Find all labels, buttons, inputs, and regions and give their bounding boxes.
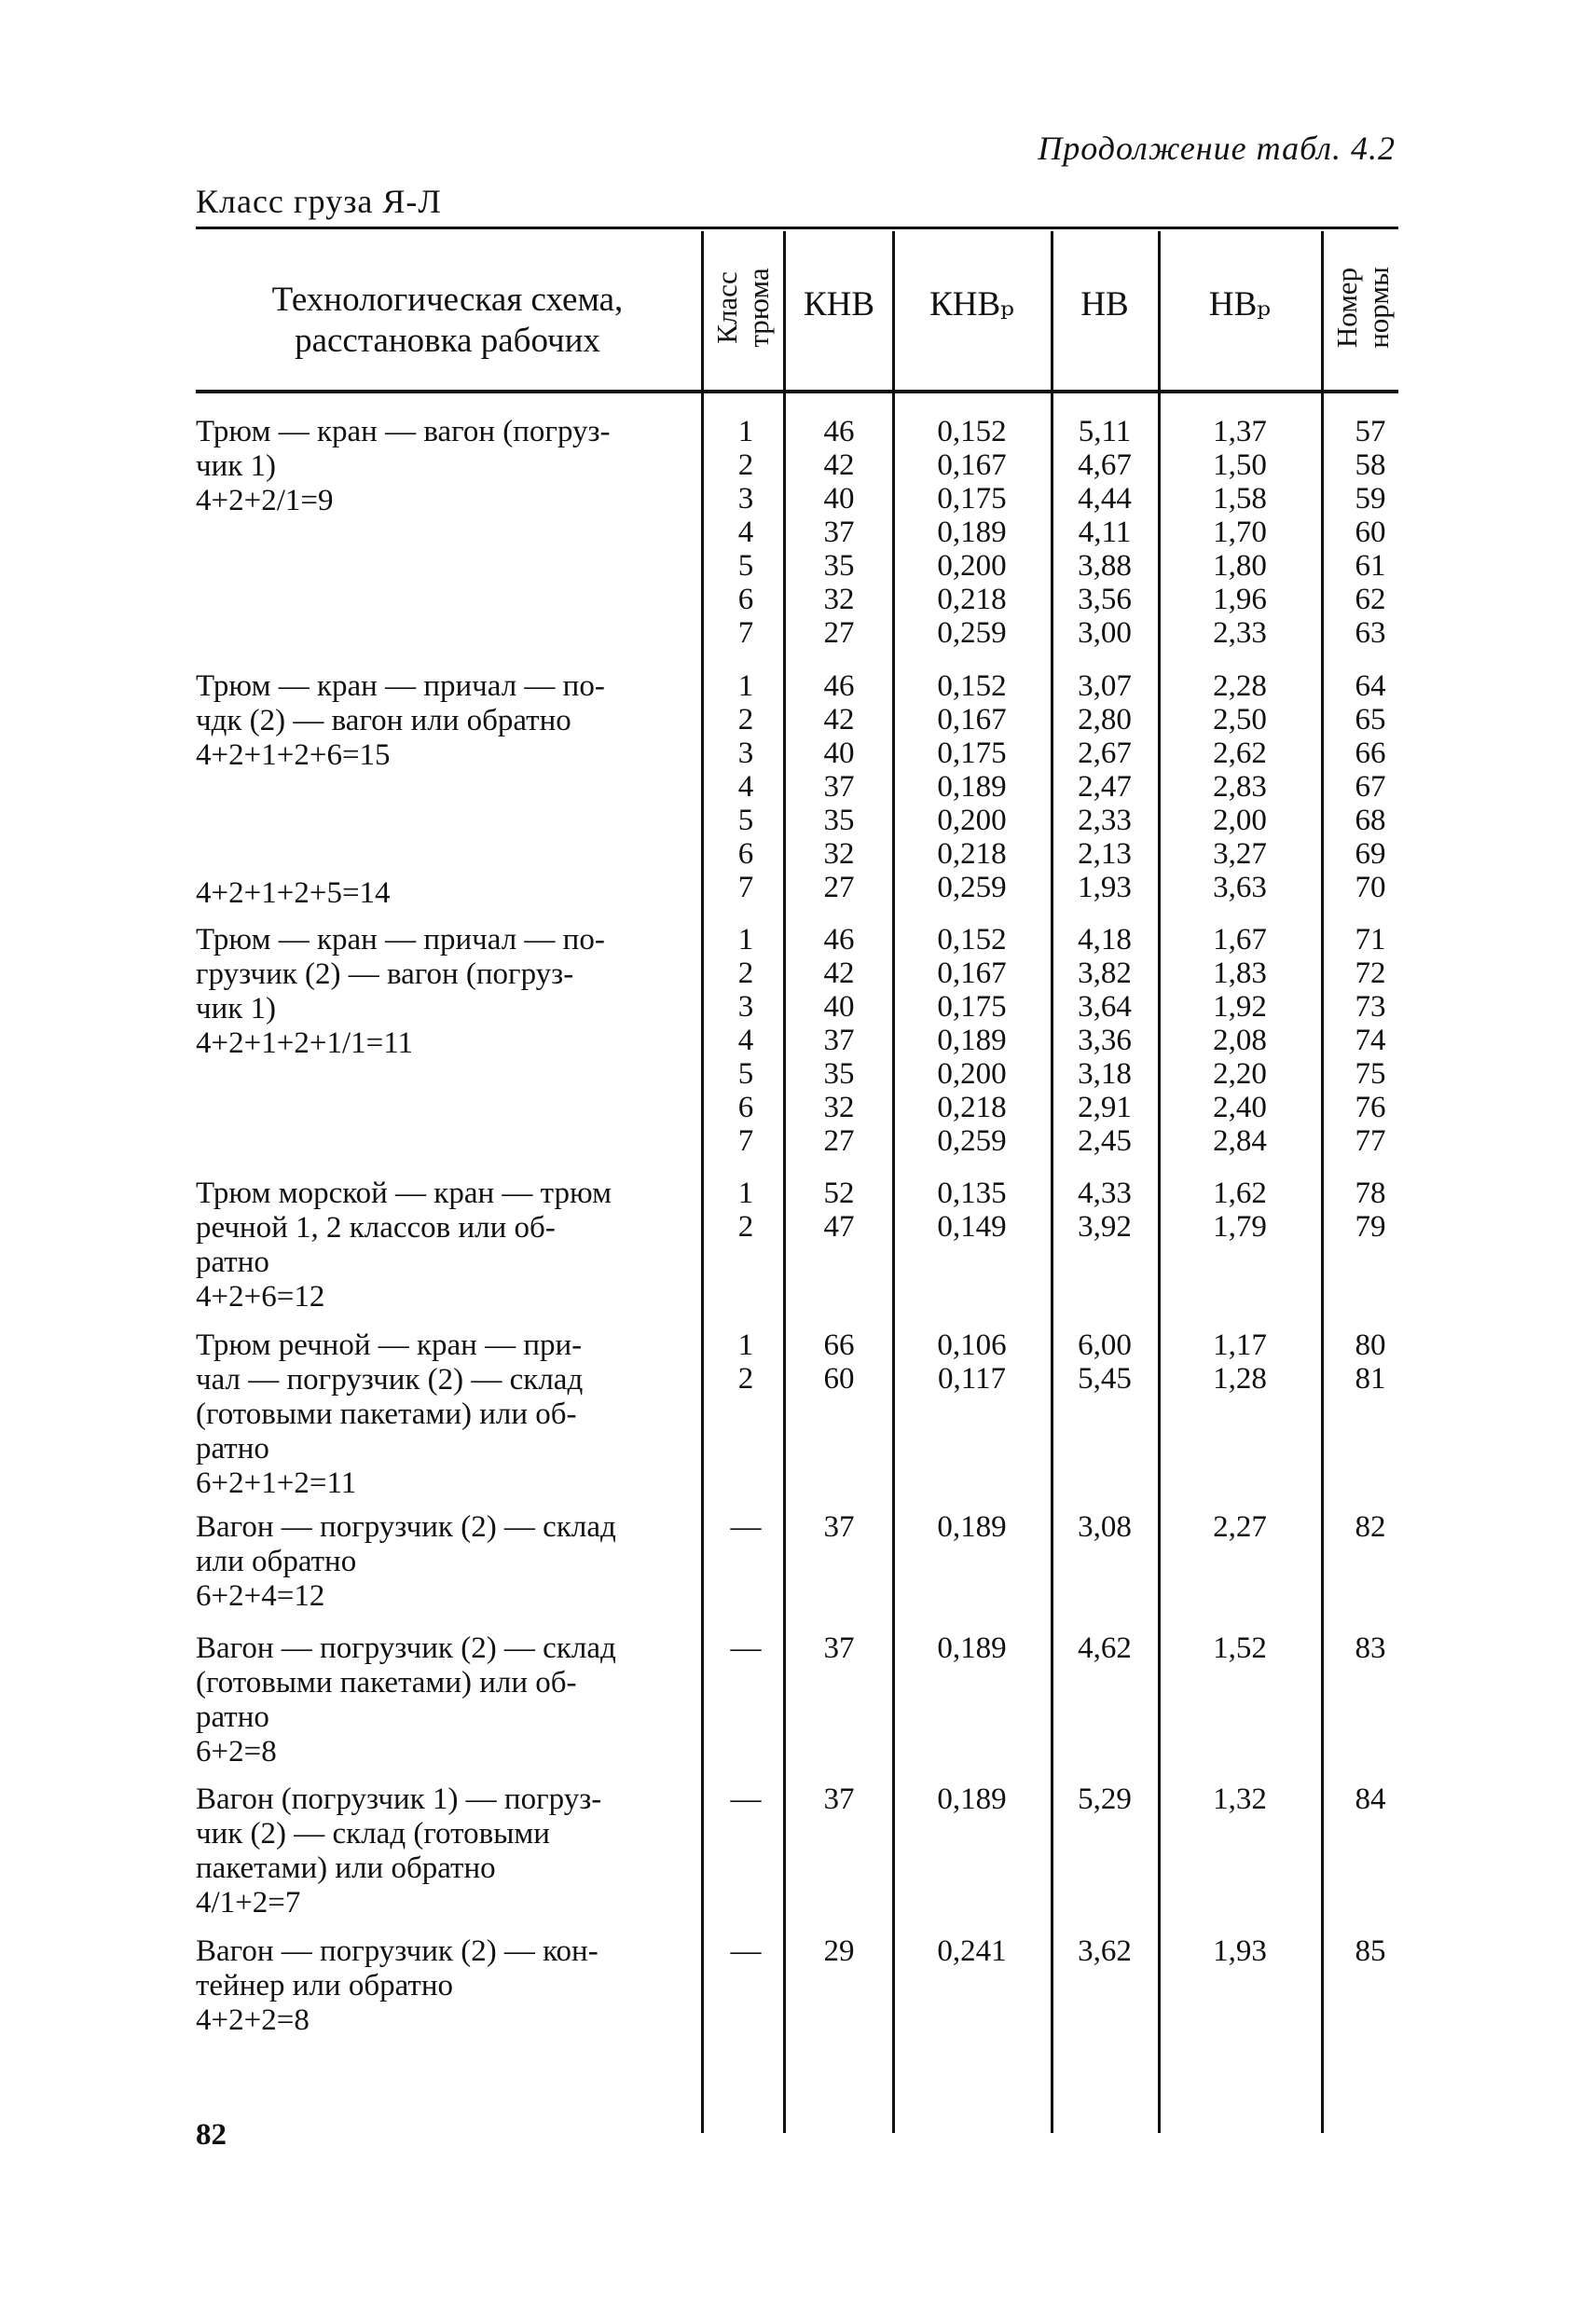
- scheme-line: 4/1+2=7: [196, 1886, 301, 1920]
- cell-norm: 59: [1355, 482, 1386, 516]
- col-separator-hold: [783, 231, 786, 2133]
- cell-hold: 2: [737, 703, 754, 736]
- cell-knv: 52: [823, 1177, 855, 1210]
- column-knvp-values: [895, 415, 1049, 650]
- column-hold-values: [709, 669, 783, 904]
- cell-nv: 4,11: [1078, 516, 1132, 549]
- column-nv-values: [1053, 1934, 1156, 1968]
- scheme-description: [196, 1782, 699, 1920]
- cell-hold: 2: [737, 448, 754, 482]
- scheme-line: Трюм — кран — причал — по-: [196, 923, 605, 956]
- cell-nvp: 1,50: [1213, 448, 1267, 482]
- cell-knv: 27: [823, 616, 855, 650]
- column-hold-values: [709, 1328, 783, 1396]
- column-nvp-values: [1161, 1934, 1319, 1968]
- cell-nvp: 1,62: [1213, 1177, 1267, 1210]
- cell-nv: 4,62: [1078, 1631, 1132, 1665]
- cell-knv: 42: [823, 703, 855, 736]
- table-caption: Продолжение табл. 4.2: [1038, 130, 1396, 167]
- cell-norm: 57: [1355, 415, 1386, 448]
- cell-hold: —: [730, 1631, 762, 1665]
- column-nv-values: [1053, 923, 1156, 1158]
- header-top-rule: [196, 227, 1398, 229]
- scheme-line: Трюм речной — кран — при-: [196, 1328, 583, 1362]
- column-nv-values: [1053, 1510, 1156, 1544]
- cell-knv: 27: [823, 1124, 855, 1158]
- column-norm-values: [1324, 923, 1417, 1158]
- column-knv-values: [788, 1510, 890, 1544]
- column-hold-values: [709, 1782, 783, 1816]
- scheme-line: пакетами) или обратно: [196, 1851, 496, 1885]
- scheme-line: Вагон (погрузчик 1) — погруз-: [196, 1782, 602, 1816]
- scheme-line: Вагон — погрузчик (2) — склад: [196, 1631, 616, 1665]
- column-hold-values: [709, 1934, 783, 1968]
- cell-nv: 2,45: [1078, 1124, 1132, 1158]
- cell-knvp: 0,152: [937, 669, 1007, 703]
- cell-nv: 2,67: [1078, 736, 1132, 770]
- cell-knvp: 0,152: [937, 923, 1007, 956]
- column-nvp-values: [1161, 1177, 1319, 1244]
- cell-hold: 4: [737, 1024, 754, 1057]
- cell-knv: 29: [823, 1934, 855, 1968]
- cell-knv: 37: [823, 1631, 855, 1665]
- column-knvp-values: [895, 1328, 1049, 1396]
- cell-nvp: 1,52: [1213, 1631, 1267, 1665]
- scheme-line: чал — погрузчик (2) — склад: [196, 1363, 584, 1397]
- cell-hold: 1: [737, 923, 754, 956]
- cell-hold: 3: [737, 736, 754, 770]
- cell-nvp: 1,17: [1213, 1328, 1267, 1362]
- cell-knv: 35: [823, 549, 855, 583]
- cell-nv: 3,36: [1078, 1024, 1132, 1057]
- cell-hold: 4: [737, 770, 754, 804]
- cell-nvp: 2,00: [1213, 804, 1267, 837]
- column-nvp-values: [1161, 1631, 1319, 1665]
- cell-knvp: 0,106: [937, 1328, 1007, 1362]
- cell-nvp: 2,62: [1213, 736, 1267, 770]
- column-knv-values: [788, 1934, 890, 1968]
- cell-norm: 82: [1355, 1510, 1386, 1544]
- column-knvp-values: [895, 1631, 1049, 1665]
- cell-norm: 67: [1355, 770, 1386, 804]
- cell-knvp: 0,135: [937, 1177, 1007, 1210]
- cell-norm: 68: [1355, 804, 1386, 837]
- cell-norm: 66: [1355, 736, 1386, 770]
- column-knvp-values: [895, 1177, 1049, 1244]
- cell-knvp: 0,200: [937, 549, 1007, 583]
- cell-hold: 7: [737, 871, 754, 904]
- cell-nvp: 2,83: [1213, 770, 1267, 804]
- scheme-line: 6+2+1+2=11: [196, 1466, 357, 1500]
- cell-knvp: 0,218: [937, 837, 1007, 871]
- column-norm-values: [1324, 1782, 1417, 1816]
- cell-knv: 35: [823, 1057, 855, 1091]
- cell-nvp: 1,58: [1213, 482, 1267, 516]
- header-scheme: Технологическая схема, расстановка рабочих: [271, 281, 624, 361]
- header-knv: КНВ: [803, 285, 875, 323]
- cell-nv: 2,13: [1078, 837, 1132, 871]
- cell-nv: 3,82: [1078, 956, 1132, 990]
- cell-knv: 42: [823, 448, 855, 482]
- cell-knvp: 0,189: [937, 1631, 1007, 1665]
- scheme-line: (готовыми пакетами) или об-: [196, 1397, 577, 1431]
- cell-knv: 37: [823, 1782, 855, 1816]
- cell-nvp: 2,40: [1213, 1091, 1267, 1124]
- cell-knv: 32: [823, 837, 855, 871]
- scheme-line: 4+2+1+2+6=15: [196, 738, 391, 772]
- cell-knvp: 0,200: [937, 1057, 1007, 1091]
- column-nvp-values: [1161, 415, 1319, 650]
- scheme-line: речной 1, 2 классов или об-: [196, 1211, 556, 1245]
- column-knvp-values: [895, 1934, 1049, 1968]
- column-nvp-values: [1161, 1782, 1319, 1816]
- scheme-line: 4+2+2=8: [196, 2003, 310, 2037]
- cell-nvp: 1,67: [1213, 923, 1267, 956]
- cell-nvp: 1,28: [1213, 1362, 1267, 1396]
- cell-knvp: 0,218: [937, 583, 1007, 616]
- cell-knv: 47: [823, 1210, 855, 1244]
- scheme-line: грузчик (2) — вагон (погруз-: [196, 957, 574, 991]
- cell-nvp: 3,27: [1213, 837, 1267, 871]
- scheme-line: 4+2+2/1=9: [196, 484, 334, 517]
- scheme-line: 4+2+6=12: [196, 1280, 325, 1314]
- scheme-description: [196, 415, 699, 518]
- scheme-line: или обратно: [196, 1545, 357, 1578]
- cell-hold: 4: [737, 516, 754, 549]
- cell-norm: 60: [1355, 516, 1386, 549]
- cell-knv: 37: [823, 770, 855, 804]
- column-knvp-values: [895, 1510, 1049, 1544]
- cell-knv: 46: [823, 923, 855, 956]
- cell-nv: 2,47: [1078, 770, 1132, 804]
- cell-knv: 37: [823, 516, 855, 549]
- cell-nv: 3,62: [1078, 1934, 1132, 1968]
- cell-knvp: 0,175: [937, 736, 1007, 770]
- cell-nvp: 1,96: [1213, 583, 1267, 616]
- column-nvp-values: [1161, 669, 1319, 904]
- scheme-line: 6+2+4=12: [196, 1579, 325, 1613]
- cell-hold: 5: [737, 549, 754, 583]
- cell-norm: 85: [1355, 1934, 1386, 1968]
- scheme-description: [196, 669, 699, 911]
- cell-knvp: 0,175: [937, 990, 1007, 1024]
- cell-knvp: 0,189: [937, 516, 1007, 549]
- scheme-line: (готовыми пакетами) или об-: [196, 1666, 577, 1700]
- cell-hold: 3: [737, 482, 754, 516]
- cell-knvp: 0,167: [937, 956, 1007, 990]
- column-nv-values: [1053, 669, 1156, 904]
- cell-nv: 3,64: [1078, 990, 1132, 1024]
- cell-knvp: 0,259: [937, 616, 1007, 650]
- column-knv-values: [788, 923, 890, 1158]
- cell-hold: 1: [737, 669, 754, 703]
- cell-nv: 3,07: [1078, 669, 1132, 703]
- cell-norm: 78: [1355, 1177, 1386, 1210]
- cell-nv: 4,67: [1078, 448, 1132, 482]
- column-hold-values: [709, 1631, 783, 1665]
- column-nv-values: [1053, 1328, 1156, 1396]
- cell-knv: 35: [823, 804, 855, 837]
- scheme-description: [196, 923, 699, 1061]
- cell-nvp: 3,63: [1213, 871, 1267, 904]
- cell-hold: 7: [737, 1124, 754, 1158]
- cell-hold: 1: [737, 415, 754, 448]
- cell-hold: 6: [737, 583, 754, 616]
- scheme-line: чик (2) — склад (готовыми: [196, 1817, 550, 1851]
- cell-knv: 46: [823, 415, 855, 448]
- cell-hold: 5: [737, 804, 754, 837]
- cell-nv: 5,29: [1078, 1782, 1132, 1816]
- column-hold-values: [709, 1177, 783, 1244]
- col-separator-scheme: [701, 231, 704, 2133]
- cell-nv: 3,00: [1078, 616, 1132, 650]
- header-norm-number: Номер нормы: [1329, 267, 1395, 349]
- cell-nv: 4,44: [1078, 482, 1132, 516]
- cell-knvp: 0,189: [937, 1024, 1007, 1057]
- column-hold-values: [709, 415, 783, 650]
- cell-nv: 2,33: [1078, 804, 1132, 837]
- scheme-line: чик 1): [196, 992, 277, 1025]
- cell-nv: 5,45: [1078, 1362, 1132, 1396]
- column-nv-values: [1053, 1782, 1156, 1816]
- cell-knv: 32: [823, 1091, 855, 1124]
- header-knvp: КНВₚ: [929, 285, 1014, 323]
- cell-norm: 62: [1355, 583, 1386, 616]
- column-nv-values: [1053, 1631, 1156, 1665]
- column-knvp-values: [895, 1782, 1049, 1816]
- scheme-line: ратно: [196, 1700, 269, 1734]
- scheme-description: [196, 1177, 699, 1314]
- cell-nvp: 1,37: [1213, 415, 1267, 448]
- cell-hold: 2: [737, 1210, 754, 1244]
- column-norm-values: [1324, 1934, 1417, 1968]
- scheme-line: 6+2=8: [196, 1735, 277, 1768]
- scheme-line: [196, 807, 699, 842]
- cell-knvp: 0,259: [937, 1124, 1007, 1158]
- cell-nvp: 2,84: [1213, 1124, 1267, 1158]
- scheme-line: тейнер или обратно: [196, 1969, 453, 2002]
- cell-norm: 75: [1355, 1057, 1386, 1091]
- cargo-class-label: Класс груза Я-Л: [196, 183, 442, 220]
- cell-knv: 37: [823, 1024, 855, 1057]
- column-nv-values: [1053, 415, 1156, 650]
- cell-hold: 2: [737, 1362, 754, 1396]
- cell-nv: 1,93: [1078, 871, 1132, 904]
- column-nvp-values: [1161, 923, 1319, 1158]
- cell-knv: 32: [823, 583, 855, 616]
- cell-hold: —: [730, 1782, 762, 1816]
- column-hold-values: [709, 923, 783, 1158]
- cell-hold: —: [730, 1510, 762, 1544]
- header-nvp: НВₚ: [1208, 285, 1272, 323]
- cell-knvp: 0,241: [937, 1934, 1007, 1968]
- cell-nvp: 1,32: [1213, 1782, 1267, 1816]
- cell-norm: 71: [1355, 923, 1386, 956]
- cell-hold: 2: [737, 956, 754, 990]
- cell-hold: 6: [737, 837, 754, 871]
- cell-knvp: 0,149: [937, 1210, 1007, 1244]
- cell-knv: 42: [823, 956, 855, 990]
- cell-norm: 58: [1355, 448, 1386, 482]
- cell-norm: 61: [1355, 549, 1386, 583]
- cell-nvp: 2,08: [1213, 1024, 1267, 1057]
- column-knv-values: [788, 1631, 890, 1665]
- scheme-line: [196, 842, 699, 876]
- cell-nvp: 1,80: [1213, 549, 1267, 583]
- cell-nvp: 2,20: [1213, 1057, 1267, 1091]
- cell-nvp: 1,79: [1213, 1210, 1267, 1244]
- scheme-description: [196, 1934, 699, 2038]
- column-norm-values: [1324, 669, 1417, 904]
- cell-knvp: 0,189: [937, 770, 1007, 804]
- cell-knvp: 0,200: [937, 804, 1007, 837]
- column-hold-values: [709, 1510, 783, 1544]
- cell-norm: 76: [1355, 1091, 1386, 1124]
- cell-knvp: 0,218: [937, 1091, 1007, 1124]
- cell-nvp: 1,92: [1213, 990, 1267, 1024]
- scheme-line: ратно: [196, 1245, 269, 1279]
- cell-norm: 80: [1355, 1328, 1386, 1362]
- cell-hold: 6: [737, 1091, 754, 1124]
- cell-knv: 37: [823, 1510, 855, 1544]
- column-knv-values: [788, 1177, 890, 1244]
- column-norm-values: [1324, 1510, 1417, 1544]
- cell-norm: 64: [1355, 669, 1386, 703]
- column-knvp-values: [895, 669, 1049, 904]
- cell-norm: 70: [1355, 871, 1386, 904]
- cell-norm: 72: [1355, 956, 1386, 990]
- cell-norm: 63: [1355, 616, 1386, 650]
- scheme-line: Вагон — погрузчик (2) — кон-: [196, 1934, 598, 1968]
- cell-norm: 81: [1355, 1362, 1386, 1396]
- column-knv-values: [788, 1328, 890, 1396]
- cell-nvp: 1,70: [1213, 516, 1267, 549]
- scheme-line: Трюм — кран — причал — по-: [196, 669, 605, 703]
- column-nvp-values: [1161, 1328, 1319, 1396]
- cell-nv: 3,56: [1078, 583, 1132, 616]
- scheme-description: [196, 1328, 699, 1501]
- column-norm-values: [1324, 1631, 1417, 1665]
- cell-knv: 27: [823, 871, 855, 904]
- cell-norm: 65: [1355, 703, 1386, 736]
- cell-nv: 3,88: [1078, 549, 1132, 583]
- column-norm-values: [1324, 1328, 1417, 1396]
- page-number: 82: [196, 2118, 227, 2152]
- cell-knvp: 0,117: [937, 1362, 1007, 1396]
- cell-norm: 73: [1355, 990, 1386, 1024]
- column-knv-values: [788, 669, 890, 904]
- cell-hold: —: [730, 1934, 762, 1968]
- scheme-line: чдк (2) — вагон или обратно: [196, 704, 571, 737]
- cell-norm: 84: [1355, 1782, 1386, 1816]
- scheme-description: [196, 1510, 699, 1614]
- cell-knv: 40: [823, 990, 855, 1024]
- cell-norm: 79: [1355, 1210, 1386, 1244]
- cell-knvp: 0,167: [937, 448, 1007, 482]
- scheme-line: [196, 773, 699, 807]
- column-knv-values: [788, 415, 890, 650]
- cell-knvp: 0,189: [937, 1510, 1007, 1544]
- column-knvp-values: [895, 923, 1049, 1158]
- cell-knvp: 0,259: [937, 871, 1007, 904]
- cell-nvp: 1,83: [1213, 956, 1267, 990]
- cell-nv: 3,18: [1078, 1057, 1132, 1091]
- cell-nvp: 2,50: [1213, 703, 1267, 736]
- cell-hold: 1: [737, 1177, 754, 1210]
- header-nv: НВ: [1080, 285, 1129, 323]
- cell-nv: 4,18: [1078, 923, 1132, 956]
- column-nv-values: [1053, 1177, 1156, 1244]
- scheme-line: 4+2+1+2+5=14: [196, 876, 391, 910]
- column-norm-values: [1324, 1177, 1417, 1244]
- cell-nv: 3,92: [1078, 1210, 1132, 1244]
- cell-knvp: 0,189: [937, 1782, 1007, 1816]
- cell-norm: 69: [1355, 837, 1386, 871]
- cell-knvp: 0,152: [937, 415, 1007, 448]
- cell-hold: 1: [737, 1328, 754, 1362]
- cell-nvp: 2,28: [1213, 669, 1267, 703]
- column-nvp-values: [1161, 1510, 1319, 1544]
- cell-nvp: 1,93: [1213, 1934, 1267, 1968]
- header-bottom-rule: [196, 390, 1398, 393]
- scheme-description: [196, 1631, 699, 1769]
- scheme-line: Трюм морской — кран — трюм: [196, 1177, 612, 1210]
- cell-knvp: 0,167: [937, 703, 1007, 736]
- cell-nv: 4,33: [1078, 1177, 1132, 1210]
- cell-hold: 7: [737, 616, 754, 650]
- cell-nvp: 2,27: [1213, 1510, 1267, 1544]
- cell-norm: 74: [1355, 1024, 1386, 1057]
- cell-nv: 2,80: [1078, 703, 1132, 736]
- cell-nv: 3,08: [1078, 1510, 1132, 1544]
- scheme-line: Трюм — кран — вагон (погруз-: [196, 415, 611, 448]
- cell-nv: 6,00: [1078, 1328, 1132, 1362]
- cell-knv: 66: [823, 1328, 855, 1362]
- scheme-line: Вагон — погрузчик (2) — склад: [196, 1510, 616, 1544]
- cell-nvp: 2,33: [1213, 616, 1267, 650]
- cell-nv: 2,91: [1078, 1091, 1132, 1124]
- cell-knv: 46: [823, 669, 855, 703]
- cell-hold: 3: [737, 990, 754, 1024]
- cell-norm: 77: [1355, 1124, 1386, 1158]
- column-knv-values: [788, 1782, 890, 1816]
- cell-norm: 83: [1355, 1631, 1386, 1665]
- cell-nv: 5,11: [1078, 415, 1132, 448]
- scheme-line: 4+2+1+2+1/1=11: [196, 1026, 413, 1060]
- cell-knvp: 0,175: [937, 482, 1007, 516]
- header-hold-class: Класс трюма: [709, 268, 775, 348]
- cell-knv: 60: [823, 1362, 855, 1396]
- scheme-line: ратно: [196, 1432, 269, 1466]
- scheme-line: чик 1): [196, 449, 277, 483]
- cell-knv: 40: [823, 482, 855, 516]
- cell-hold: 5: [737, 1057, 754, 1091]
- cell-knv: 40: [823, 736, 855, 770]
- column-norm-values: [1324, 415, 1417, 650]
